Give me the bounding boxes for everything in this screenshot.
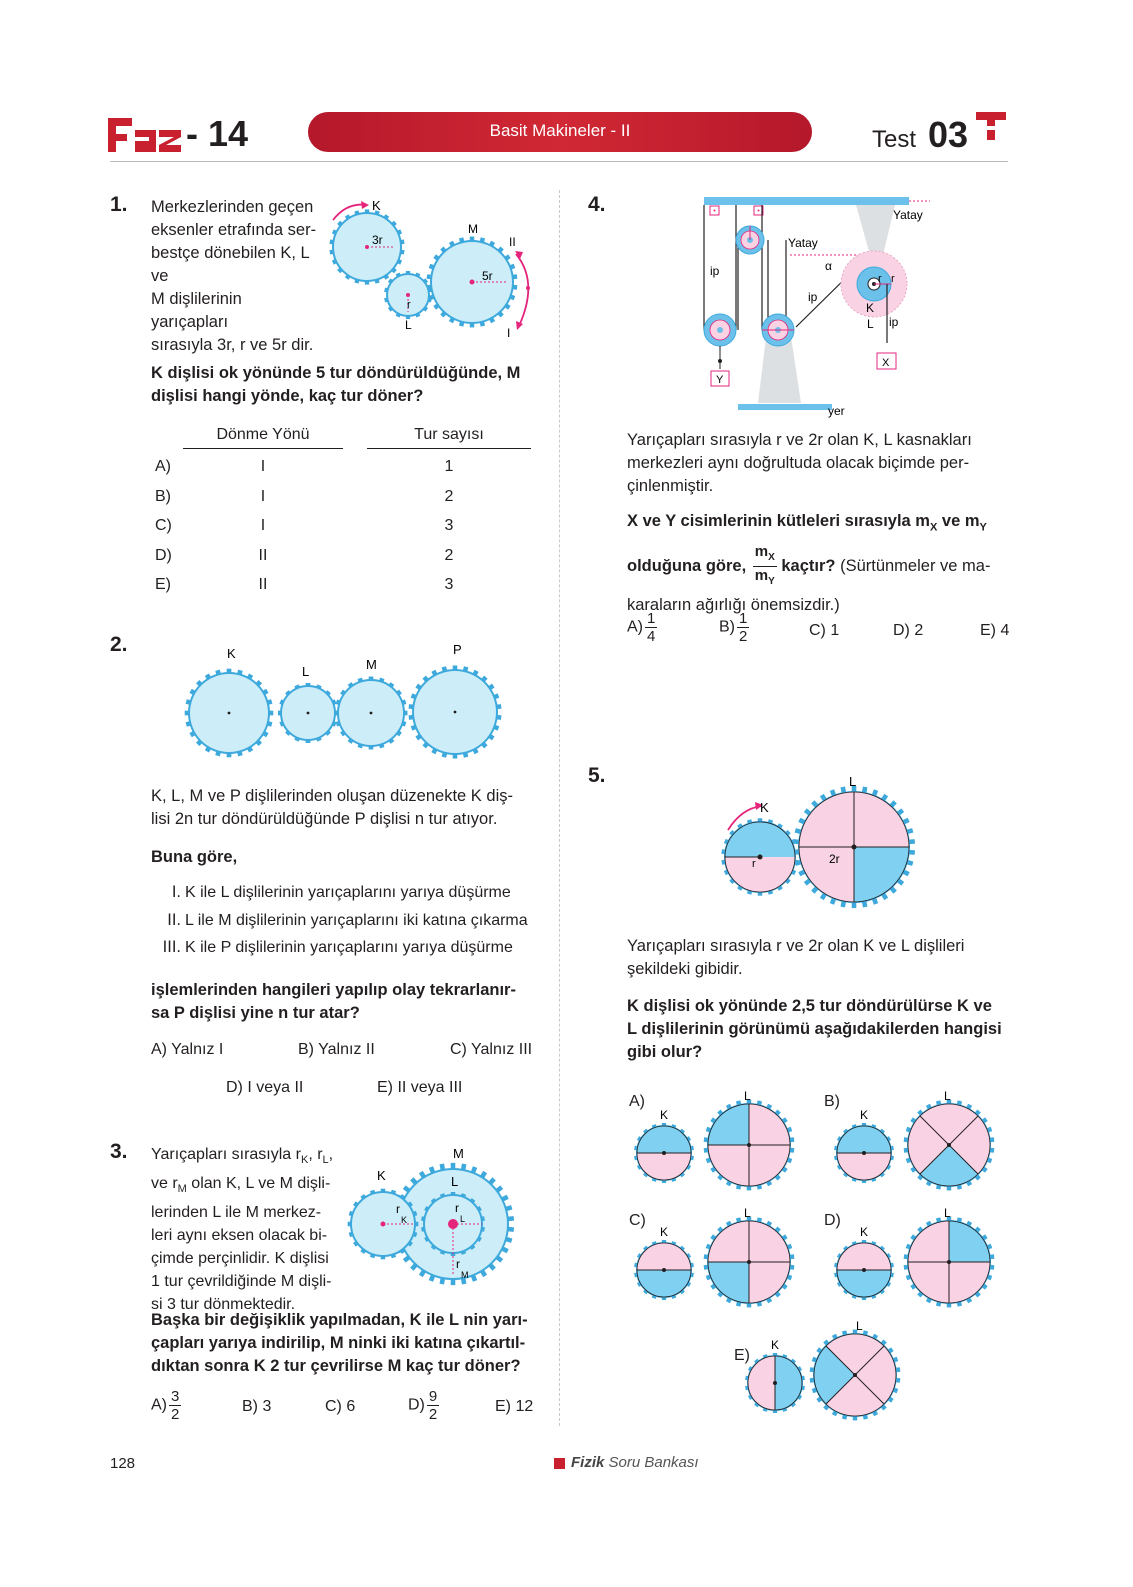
test-number: 03 [928,114,969,155]
q5-option-d-figure[interactable] [832,1206,1002,1312]
q1-option-count: 3 [444,517,454,534]
svg-text:r: r [407,299,411,311]
q5-question: K dişlisi ok yönünde 2,5 tur döndürülürse K ve L dişlilerinin görünümü aşağıdakilerden hangisi gibi olur? [627,997,1002,1061]
svg-text:M: M [453,1146,464,1161]
q5-option-a-figure[interactable] [632,1089,802,1195]
svg-text:L: L [451,1174,459,1189]
q3-option-b[interactable]: B) 3 [242,1398,272,1415]
svg-text:K: K [660,1108,669,1122]
q1-option-label[interactable]: A) [155,458,171,475]
q2-option-e[interactable]: E) II veya III [377,1079,463,1096]
q2-option-b[interactable]: B) Yalnız II [298,1041,375,1058]
svg-text:5r: 5r [482,269,493,283]
q1-col-header-count: Tur sayısı [414,426,484,443]
q5-number: 5. [588,764,606,787]
q2-gear-figure [180,642,530,755]
svg-text:L: L [944,1089,951,1103]
svg-text:K: K [760,800,769,815]
q1-option-direction: II [258,546,268,564]
topic-title: Basit Makineler - II [489,121,631,140]
q1-arrow-m-icon [516,254,528,326]
q5-option-b-figure[interactable] [832,1089,1002,1195]
q2-option-c[interactable]: C) Yalnız III [450,1041,533,1058]
q1-option-label[interactable]: E) [155,576,171,593]
svg-text:K: K [860,1225,869,1239]
svg-text:L: L [856,1319,863,1333]
svg-text:α: α [825,259,832,273]
svg-text:L: L [744,1089,751,1103]
q1-option-direction: I [260,517,266,534]
q3-stem: Yarıçapları sırasıyla $r_K$, $r_L$, ve $r_M$ olan K, L ve M dişli- lerinden L ile M merkez- leri aynı eksen olacak bi- çimde perçinlidir. K dişlisi 1 tur çevrildiğinde M dişli- si 3 tur dönmektedir. [151,1146,334,1314]
svg-text:K: K [377,1168,386,1183]
brand-number: - 14 [186,113,249,154]
svg-text:M: M [468,222,478,236]
q1-question: K dişlisi ok yönünde 5 tur döndürüldüğünde, M dişlisi hangi yönde, kaç tur döner? [151,364,521,405]
q1-option-direction: I [260,458,266,475]
q4-option-b[interactable]: B) $\frac{1}{2}$ [719,610,748,645]
svg-text:Yatay: Yatay [893,208,923,222]
q4-stem: Yarıçapları sırasıyla r ve 2r olan K, L kasnakları merkezleri aynı doğrultuda olacak biçimde per- çinlenmiştir. [627,431,972,495]
q1-option-label[interactable]: B) [155,487,171,505]
svg-text:M: M [461,1270,469,1280]
q1-option-direction: I [260,487,266,505]
q5-gear-figure [715,775,925,915]
q4-pulley-figure [700,195,950,420]
svg-text:L: L [460,1214,466,1224]
svg-text:Yatay: Yatay [788,236,818,250]
page-number: 128 [110,1455,136,1472]
q2-number: 2. [110,633,128,656]
footer-subject: Fizik Soru Bankası [571,1454,699,1471]
q2-lead: Buna göre, [151,848,238,866]
q5-option-c-label[interactable]: C) [629,1212,646,1229]
q3-option-a[interactable]: A) $\frac{3}{2}$ [151,1388,180,1423]
faz-logo [108,118,183,158]
q1-gear-figure [325,196,545,340]
q4-option-c[interactable]: C) 1 [809,622,840,639]
q2-question: işlemlerinden hangileri yapılıp olay tekrarlanır- sa P dişlisi yine n tur atar? [151,981,516,1022]
q5-option-d-label[interactable]: D) [824,1212,841,1229]
svg-text:L: L [849,774,857,789]
q3-question: Başka bir değişiklik yapılmadan, K ile L nin yarı- çapları yarıya indirilip, M ninki iki katına çıkartıl- dıktan sonra K 2 tur çevrilirse M kaç tur döner? [151,1311,528,1375]
svg-text:X: X [882,357,890,369]
test-label: Test [872,126,917,153]
q4-number: 4. [588,193,606,216]
svg-text:K: K [866,301,875,315]
q2-stem: K, L, M ve P dişlilerinden oluşan düzenekte K diş- lisi 2n tur döndürüldüğünde P dişlisi n tur atıyor. [151,787,513,828]
q2-option-d[interactable]: D) I veya II [226,1079,304,1096]
q1-col-header-direction: Dönme Yönü [216,426,310,443]
svg-text:L: L [944,1206,951,1220]
svg-text:ip: ip [808,290,818,304]
q1-option-label[interactable]: C) [155,517,172,534]
svg-text:L: L [744,1206,751,1220]
column-divider [559,190,560,1426]
q3-option-d[interactable]: D) $\frac{9}{2}$ [408,1388,438,1423]
svg-text:K: K [771,1338,780,1352]
svg-text:K: K [660,1225,669,1239]
q3-gear-figure [346,1146,526,1286]
q5-stem: Yarıçapları sırasıyla r ve 2r olan K ve L dişlileri şekildeki gibidir. [627,937,965,978]
svg-text:L: L [405,318,412,332]
svg-text:I: I [507,326,511,340]
svg-text:P: P [453,642,462,657]
q1-option-label[interactable]: D) [155,546,172,564]
q5-option-b-label[interactable]: B) [824,1093,840,1110]
q1-option-count: 2 [444,487,454,505]
svg-text:3r: 3r [372,233,383,247]
header-rule [110,161,1008,162]
svg-text:r: r [455,1201,459,1215]
svg-text:r: r [891,273,895,285]
svg-text:ip: ip [710,264,720,278]
q1-option-count: 2 [444,546,454,564]
q1-option-count: 3 [444,576,454,593]
q3-number: 3. [110,1140,128,1163]
svg-text:L: L [867,317,874,331]
svg-text:K: K [860,1108,869,1122]
q1-option-direction: II [258,576,268,593]
svg-text:ip: ip [889,315,899,329]
svg-text:r: r [752,858,756,870]
q4-question: X ve Y cisimlerinin kütleleri sırasıyla $m_X$ ve $m_Y$ olduğuna göre, $\frac{m_X}{m_Y}$ kaçtır? (Sürtünmeler ve ma- karaların ağırlığı önemsizdir.) [627,512,991,615]
q3-option-e[interactable]: E) 12 [495,1398,534,1415]
q4-option-d[interactable]: D) 2 [893,622,924,639]
q4-option-a[interactable]: A) $\frac{1}{4}$ [627,610,656,645]
q2-option-a[interactable]: A) Yalnız I [151,1041,224,1058]
svg-text:2r: 2r [829,852,840,866]
q1-option-count: 1 [444,458,454,475]
svg-text:r: r [396,1202,400,1216]
q5-option-c-figure[interactable] [632,1206,802,1312]
q5-option-a-label[interactable]: A) [629,1093,645,1110]
svg-text:L: L [302,664,310,679]
q5-option-e-figure[interactable] [745,1319,915,1422]
svg-text:K: K [372,198,381,213]
q1-stem: Merkezlerinden geçen eksenler etrafında ser- bestçe dönebilen K, L ve M dişlilerinin yarıçapları sırasıyla 3r, r ve 5r dir. [151,198,317,354]
q5-option-e-label[interactable]: E) [734,1347,750,1364]
svg-text:r: r [456,1257,460,1271]
svg-text:r: r [878,273,882,285]
footer-square-icon [554,1458,565,1469]
svg-text:yer: yer [828,404,845,418]
svg-text:M: M [366,657,377,672]
svg-text:Y: Y [716,374,724,386]
test-logo-icon [976,112,1006,150]
svg-text:K: K [227,646,236,661]
q3-option-c[interactable]: C) 6 [325,1398,356,1415]
svg-text:II: II [509,235,516,249]
q1-number: 1. [110,193,128,216]
svg-text:K: K [401,1215,408,1225]
q4-option-e[interactable]: E) 4 [980,622,1010,639]
